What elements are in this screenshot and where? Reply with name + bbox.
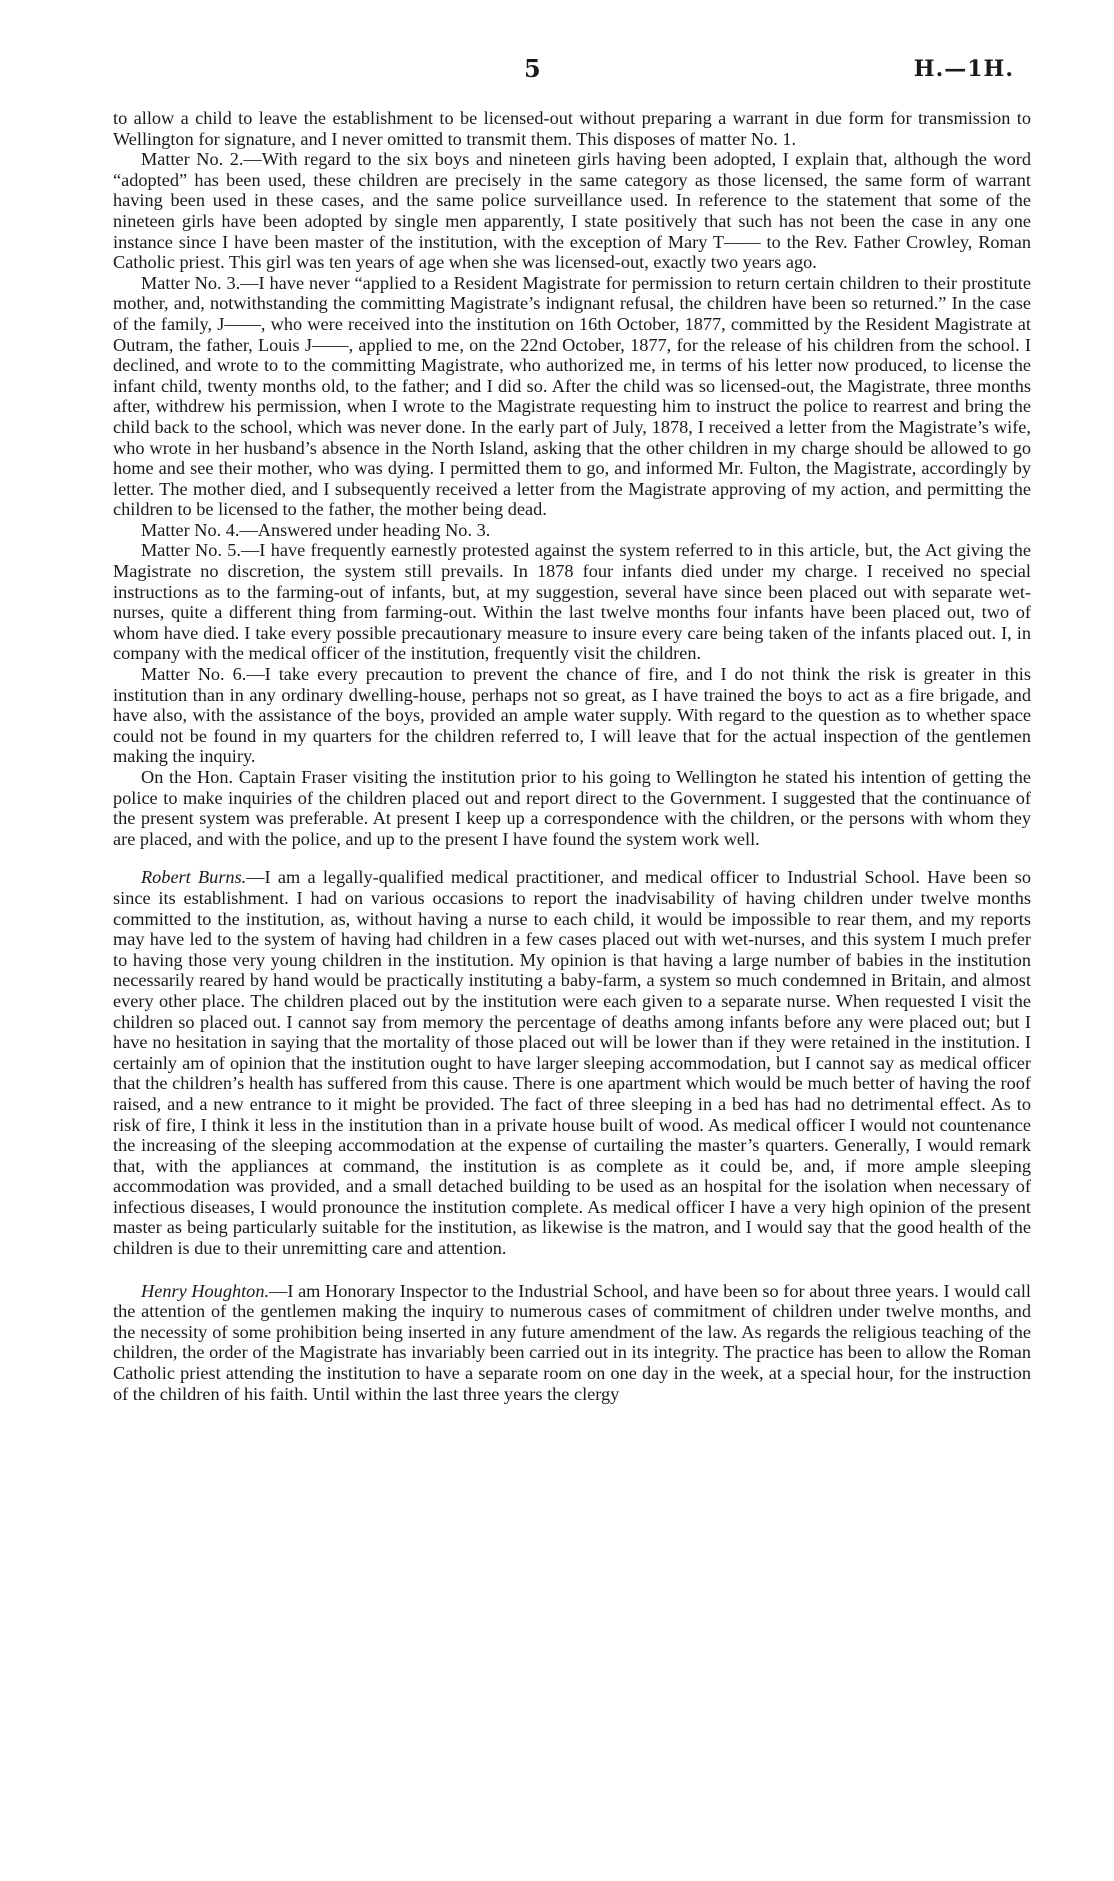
paragraph-henry-houghton xyxy=(113,1281,1031,1405)
paragraph-text: to allow a child to leave the establishment to be licensed-out without preparing a warrant in due form for transmission to Wellington for signature, and I never omitted to transmit them. This disposes of matter No. 1. xyxy=(113,108,1031,149)
paragraph-matter-3 xyxy=(113,273,1031,520)
paragraph-captain-fraser xyxy=(113,767,1031,849)
paragraph-continuation xyxy=(113,108,1031,149)
paragraph-text: Matter No. 3.—I have never “applied to a Resident Magistrate for permission to return certain children to their prostitute mother, and, notwithstanding the committing Magistrate’s indignant refusal, the children have been so returned.” In the case of the family, J——, who were received into the institution on 16th October, 1877, committed by the Resident Magistrate at Outram, the father, Louis J——, applied to me, on the 22nd October, 1877, for the release of his children from the school. I declined, and wrote to to the committing Magistrate, who authorized me, in terms of his letter now produced, to license the infant child, twenty months old, to the father; and I did so. After the child was so licensed-out, the Magistrate, three months after, withdrew his permission, when I wrote to the Magistrate requesting him to instruct the police to rearrest and bring the child back to the school, which was never done. In the early part of July, 1878, I received a letter from the Magistrate’s wife, who wrote in her husband’s absence in the North Island, asking that the other children in my charge should be allowed to go home and see their mother, who was dying. I permitted them to go, and informed Mr. Fulton, the Magistrate, accordingly by letter. The mother died, and I subsequently received a letter from the Magistrate approving of my action, and permitting the children to be licensed to the father, the mother being dead. xyxy=(113,272,1031,520)
paragraph-matter-5 xyxy=(113,540,1031,664)
page-number: 5 xyxy=(524,54,541,83)
paragraph-matter-6 xyxy=(113,664,1031,767)
speaker-name: Henry Houghton. xyxy=(141,1280,270,1301)
paragraph-text: Matter No. 2.—With regard to the six boys and nineteen girls having been adopted, I explain that, although the word “adopted” has been used, these children are precisely in the same category as those licensed, the same form of warrant having been used in these cases, and the same police surveillance used. In reference to the statement that some of the nineteen girls have been adopted by single men apparently, I state positively that such has not been the case in any one instance since I have been master of the institution, with the exception of Mary T—— to the Rev. Father Crowley, Roman Catholic priest. This girl was ten years of age when she was licensed-out, exactly two years ago. xyxy=(113,149,1031,273)
document-body xyxy=(113,108,1031,1404)
document-reference: H.—1H. xyxy=(913,56,1014,82)
paragraph-text: On the Hon. Captain Fraser visiting the institution prior to his going to Wellington he stated his intention of getting the police to make inquiries of the children placed out and report direct to the Government. I suggested that the continuance of the present system was preferable. At present I keep up a correspondence with the children, or the persons with whom they are placed, and with the police, and up to the present I have found the system work well. xyxy=(113,767,1031,849)
paragraph-matter-2 xyxy=(113,149,1031,273)
speaker-name: Robert Burns. xyxy=(141,867,247,888)
paragraph-text: —I am a legally-qualified medical practitioner, and medical officer to Industrial School. Have been so since its establishment. I had on various occasions to report the inadvisability of having children under twelve months committed to the institution, as, without having a nurse to each child, it would be impossible to rear them, and my reports may have led to the system of having had children in a few cases placed out with wet-nurses, and this system I much prefer to having those very young children in the institution. My opinion is that having a large number of babies in the institution necessarily reared by hand would be practically instituting a baby-farm, a system so much condemned in Britain, and almost every other place. The children placed out by the institution were each given to a separate nurse. When requested I visit the children so placed out. I cannot say from memory the percentage of deaths among infants before any were placed out; but I have no hesitation in saying that the mortality of those placed out will be lower than if they were retained in the institution. I certainly am of opinion that the institution ought to have larger sleeping accommodation, but I cannot say as medical officer that the children’s health has suffered from this cause. There is one apartment which would be much better of having the roof raised, and a new entrance to it might be provided. The fact of three sleeping in a bed has had no detrimental effect. As to risk of fire, I think it less in the institution than in a private house built of wood. As medical officer I would not countenance the increasing of the sleeping accommodation at the expense of curtailing the master’s quarters. Generally, I would remark that, with the appliances at command, the institution is as complete as it could be, and, if more ample sleeping accommodation was provided, and a small detached building to be used as an hospital for the isolation when necessary of infectious diseases, I would pronounce the institution complete. As medical officer I have a very high opinion of the present master as being particularly suitable for the institution, as likewise is the matron, and I would say that the good health of the children is due to their unremitting care and attention. xyxy=(113,867,1031,1259)
paragraph-matter-4 xyxy=(113,520,1031,541)
paragraph-robert-burns xyxy=(113,867,1031,1258)
paragraph-text: Matter No. 6.—I take every precaution to prevent the chance of fire, and I do not think the risk is greater in this institution than in any ordinary dwelling-house, perhaps not so great, as I have trained the boys to act as a fire brigade, and have also, with the assistance of the boys, provided an ample water supply. With regard to the question as to whether space could not be found in my quarters for the children referred to, I will leave that for the actual inspection of the gentlemen making the inquiry. xyxy=(113,664,1031,767)
paragraph-text: Matter No. 4.—Answered under heading No. 3. xyxy=(141,519,491,540)
paragraph-text: Matter No. 5.—I have frequently earnestly protested against the system referred to in this article, but, the Act giving the Magistrate no discretion, the system still prevails. In 1878 four infants died under my charge. I received no special instructions as to the farming-out of infants, but, at my suggestion, several have since been placed out with separate wet-nurses, quite a different thing from farming-out. Within the last twelve months four infants have been placed out, two of whom have died. I take every possible precautionary measure to insure every care being taken of the infants placed out. I, in company with the medical officer of the institution, frequently visit the children. xyxy=(113,540,1031,664)
paragraph-text: —I am Honorary Inspector to the Industrial School, and have been so for about three years. I would call the attention of the gentlemen making the inquiry to numerous cases of commitment of children under twelve months, and the necessity of some prohibition being inserted in any future amendment of the law. As regards the religious teaching of the children, the order of the Magistrate has invariably been carried out in its integrity. The practice has been to allow the Roman Catholic priest attending the institution to have a separate room on one day in the week, at a special hour, for the instruction of the children of his faith. Until within the last three years the clergy xyxy=(113,1280,1032,1404)
